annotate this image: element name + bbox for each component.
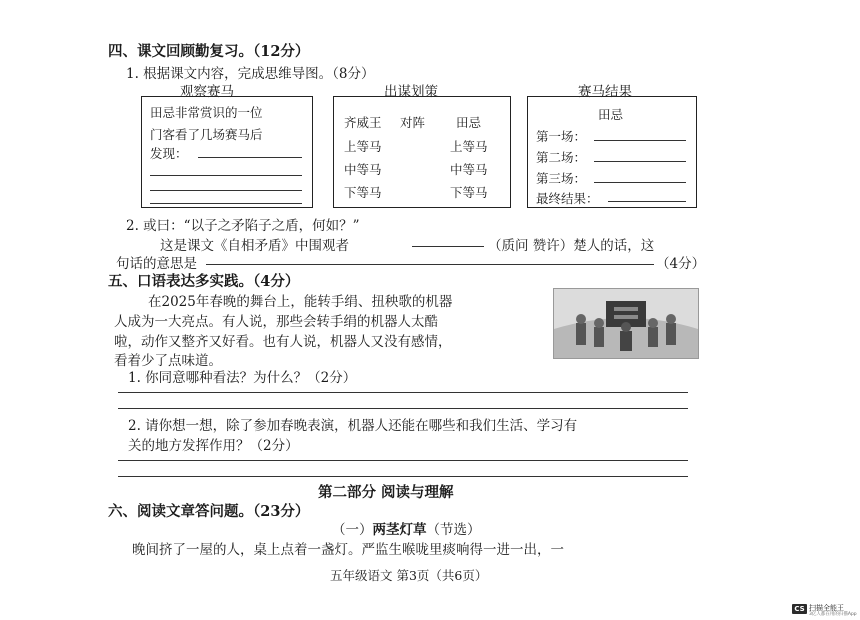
- answer-line[interactable]: [206, 264, 654, 265]
- plan-right: 下等马: [450, 185, 488, 200]
- section5-q2-line1: 2. 请你想一想，除了参加春晚表演，机器人还能在哪些和我们生活、学习有: [128, 418, 578, 434]
- answer-line[interactable]: [198, 157, 302, 158]
- result-label: 第一场：: [536, 129, 587, 144]
- section5-title: 五、口语表达多实践。（4分）: [108, 273, 300, 290]
- section5-q2-line2: 关的地方发挥作用？（2分）: [128, 438, 299, 454]
- mindmap-box-result: [527, 96, 697, 208]
- plan-head-tian: 田忌: [456, 115, 482, 130]
- section4-q2-line1b: （质问 赞许）楚人的话，这: [488, 238, 655, 254]
- watermark-tagline: 3亿人都在用的扫描App: [809, 612, 857, 617]
- answer-line[interactable]: [150, 203, 302, 204]
- answer-line[interactable]: [608, 201, 686, 202]
- answer-line[interactable]: [150, 175, 302, 176]
- section5-para-line: 在2025年春晚的舞台上，能转手绢、扭秧歌的机器: [148, 294, 453, 310]
- plan-right: 中等马: [450, 162, 488, 177]
- answer-line[interactable]: [150, 190, 302, 191]
- subtitle-name: 两茎灯草: [372, 522, 427, 538]
- answer-line[interactable]: [118, 476, 688, 477]
- col-head-observe: 观察赛马: [180, 84, 234, 100]
- box1-line: 发现：: [150, 146, 188, 161]
- result-label: 最终结果：: [536, 191, 599, 206]
- subtitle-note: （节选）: [426, 522, 481, 538]
- answer-line[interactable]: [594, 161, 686, 162]
- box1-line: 田忌非常赏识的一位: [150, 105, 263, 120]
- answer-line[interactable]: [118, 408, 688, 409]
- result-title: 田忌: [598, 107, 624, 122]
- robot-performance-illustration: [554, 289, 698, 358]
- section5-q1: 1. 你同意哪种看法？为什么？（2分）: [128, 370, 357, 386]
- part2-title: 第二部分 阅读与理解: [318, 484, 454, 501]
- result-label: 第二场：: [536, 150, 587, 165]
- plan-left: 上等马: [344, 139, 382, 154]
- section5-para-line: 看着少了点味道。: [114, 353, 222, 369]
- plan-right: 上等马: [450, 139, 488, 154]
- section4-q2: 2. 或曰：“以子之矛陷子之盾，何如？”: [126, 218, 360, 234]
- plan-head-vs: 对阵: [400, 115, 426, 130]
- section4-title: 四、课文回顾勤复习。（12分）: [108, 43, 310, 60]
- subtitle-number: （一）: [332, 522, 373, 538]
- box1-line: 门客看了几场赛马后: [150, 127, 263, 142]
- section4-q2-line2a: 句话的意思是: [116, 256, 197, 272]
- answer-line[interactable]: [118, 392, 688, 393]
- plan-left: 下等马: [344, 185, 382, 200]
- result-label: 第三场：: [536, 171, 587, 186]
- section4-q1: 1. 根据课文内容，完成思维导图。（8分）: [126, 66, 375, 82]
- col-head-result: 赛马结果: [578, 84, 632, 100]
- plan-left: 中等马: [344, 162, 382, 177]
- section5-para-line: 人成为一大亮点。有人说，那些会转手绢的机器人太酷: [114, 314, 438, 330]
- answer-line[interactable]: [412, 246, 484, 247]
- mindmap-box-observe: [141, 96, 313, 208]
- section6-title: 六、阅读文章答问题。（23分）: [108, 503, 310, 520]
- section5-para-line: 啦，动作又整齐又好看。也有人说，机器人又没有感情，: [114, 334, 452, 350]
- section6-para: 晚间挤了一屋的人，桌上点着一盏灯。严监生喉咙里痰响得一进一出，一: [132, 542, 564, 558]
- answer-line[interactable]: [594, 182, 686, 183]
- page-footer: 五年级语文 第3页（共6页）: [330, 568, 488, 583]
- section4-q2-score: （4分）: [656, 256, 706, 272]
- col-head-plan: 出谋划策: [384, 84, 438, 100]
- answer-line[interactable]: [118, 460, 688, 461]
- watermark-name: 扫描全能王: [809, 604, 844, 612]
- answer-line[interactable]: [594, 140, 686, 141]
- camscanner-logo-icon: CS: [792, 604, 807, 614]
- section4-q2-line1a: 这是课文《自相矛盾》中围观者: [160, 238, 349, 254]
- plan-head-qi: 齐威王: [344, 115, 382, 130]
- robot-performance-photo: [553, 288, 699, 359]
- mindmap-box-plan: [333, 96, 511, 208]
- section6-subtitle: [332, 518, 481, 538]
